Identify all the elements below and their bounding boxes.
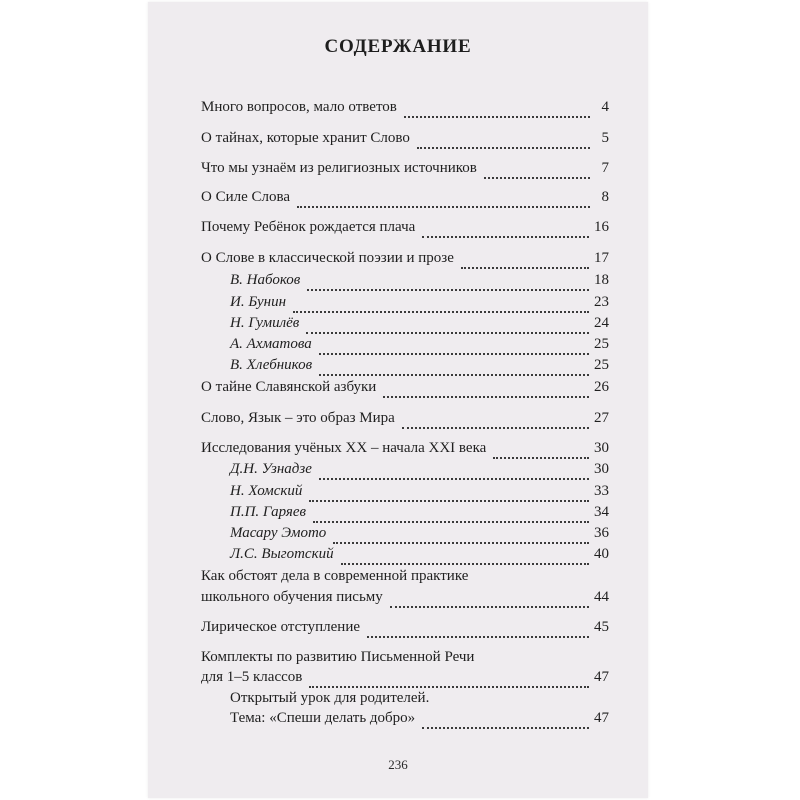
dot-leader — [309, 686, 589, 688]
dot-leader — [309, 500, 589, 502]
toc-entry-page: 44 — [594, 589, 609, 605]
dot-leader — [484, 177, 590, 179]
toc-entry — [201, 379, 609, 403]
toc-entry — [201, 410, 609, 434]
toc-entry-title: О тайнах, которые хранит Слово — [201, 130, 410, 146]
dot-leader — [422, 236, 589, 238]
dot-leader — [402, 427, 589, 429]
toc-subentry-title: Д.Н. Узнадзе — [230, 461, 312, 477]
toc-entry-title: Тема: «Спеши делать добро» — [230, 710, 416, 726]
toc-subentry-title: П.П. Гаряев — [230, 504, 307, 520]
toc-entry-page: 47 — [594, 669, 609, 685]
dot-leader — [367, 636, 589, 638]
toc-subentry-page: 23 — [594, 294, 609, 310]
toc-entry-title: школьного обучения письму — [201, 589, 383, 605]
toc-entry-title: О Слове в классической поэзии и прозе — [201, 250, 454, 266]
toc-entry-title: О тайне Славянской азбуки — [201, 379, 377, 395]
page-number: 236 — [388, 757, 408, 772]
dot-leader — [390, 606, 589, 608]
dot-leader — [422, 727, 589, 729]
toc-entry — [201, 589, 609, 613]
dot-leader — [341, 563, 589, 565]
toc-entry-page: 45 — [594, 619, 609, 635]
toc-entry-page: 4 — [601, 99, 609, 115]
toc-entry-title: Исследования учёных XX – начала XXI века — [201, 440, 487, 456]
toc-subentry-title: Н. Хомский — [230, 483, 303, 499]
dot-leader — [417, 147, 590, 149]
toc-entry-title-line1: Комплекты по развитию Письменной Речи — [201, 649, 475, 665]
toc-entry — [201, 99, 609, 123]
toc-subentry-title: Н. Гумилёв — [230, 315, 300, 331]
toc-entry — [201, 189, 609, 213]
toc-entry — [201, 619, 609, 643]
toc-subentry — [230, 546, 609, 570]
toc-entry-title: О Силе Слова — [201, 189, 291, 205]
dot-leader — [461, 267, 589, 269]
toc-entry — [201, 160, 609, 184]
toc-entry — [230, 710, 609, 734]
toc-entry-page: 16 — [594, 219, 609, 235]
toc-entry — [201, 219, 609, 243]
toc-subentry-page: 25 — [594, 357, 609, 373]
toc-subentry-title: Масару Эмото — [230, 525, 327, 541]
toc-entry-page: 47 — [594, 710, 609, 726]
toc-entry-page: 17 — [594, 250, 609, 266]
toc-entry-page: 5 — [601, 130, 609, 146]
book-page — [148, 2, 648, 798]
toc-entry-page: 26 — [594, 379, 609, 395]
dot-leader — [307, 289, 589, 291]
toc-entry-page: 30 — [594, 440, 609, 456]
toc-entry-title: Слово, Язык – это образ Мира — [201, 410, 395, 426]
toc-entry-page: 7 — [601, 160, 609, 176]
toc-subentry-page: 40 — [594, 546, 609, 562]
dot-leader — [493, 457, 589, 459]
dot-leader — [306, 332, 589, 334]
dot-leader — [313, 521, 589, 523]
toc-subentry-title: И. Бунин — [230, 294, 287, 310]
dot-leader — [333, 542, 589, 544]
toc-subentry — [230, 357, 609, 381]
dot-leader — [319, 353, 589, 355]
toc-subentry — [230, 461, 609, 485]
toc-subentry-title: Л.С. Выготский — [230, 546, 334, 562]
toc-entry-title: Почему Ребёнок рождается плача — [201, 219, 416, 235]
toc-entry-title: Что мы узнаём из религиозных источников — [201, 160, 477, 176]
dot-leader — [319, 374, 589, 376]
toc-subentry-title: В. Хлебников — [230, 357, 313, 373]
toc-subentry — [230, 272, 609, 296]
toc-subentry-title: А. Ахматова — [230, 336, 312, 352]
toc-subentry-page: 25 — [594, 336, 609, 352]
toc-subentry-page: 33 — [594, 483, 609, 499]
toc-entry-page: 27 — [594, 410, 609, 426]
dot-leader — [404, 116, 590, 118]
toc-subentry-page: 36 — [594, 525, 609, 541]
toc-entry-title: Лирическое отступление — [201, 619, 361, 635]
toc-entry-title-line1: Как обстоят дела в современной практике — [201, 568, 469, 584]
toc-subentry-title: В. Набоков — [230, 272, 301, 288]
toc-entry — [201, 130, 609, 154]
toc-entry-page: 8 — [601, 189, 609, 205]
dot-leader — [297, 206, 590, 208]
toc-subentry-page: 34 — [594, 504, 609, 520]
toc-subentry-page: 24 — [594, 315, 609, 331]
dot-leader — [319, 478, 589, 480]
dot-leader — [383, 396, 589, 398]
toc-entry-title: Много вопросов, мало ответов — [201, 99, 397, 115]
toc-subentry-page: 18 — [594, 272, 609, 288]
dot-leader — [293, 311, 589, 313]
toc-subentry-page: 30 — [594, 461, 609, 477]
toc-entry-title-line1: Открытый урок для родителей. — [230, 690, 430, 706]
toc-entry — [201, 250, 609, 274]
page-title: СОДЕРЖАНИЕ — [324, 36, 472, 57]
toc-entry-title: для 1–5 классов — [201, 669, 303, 685]
